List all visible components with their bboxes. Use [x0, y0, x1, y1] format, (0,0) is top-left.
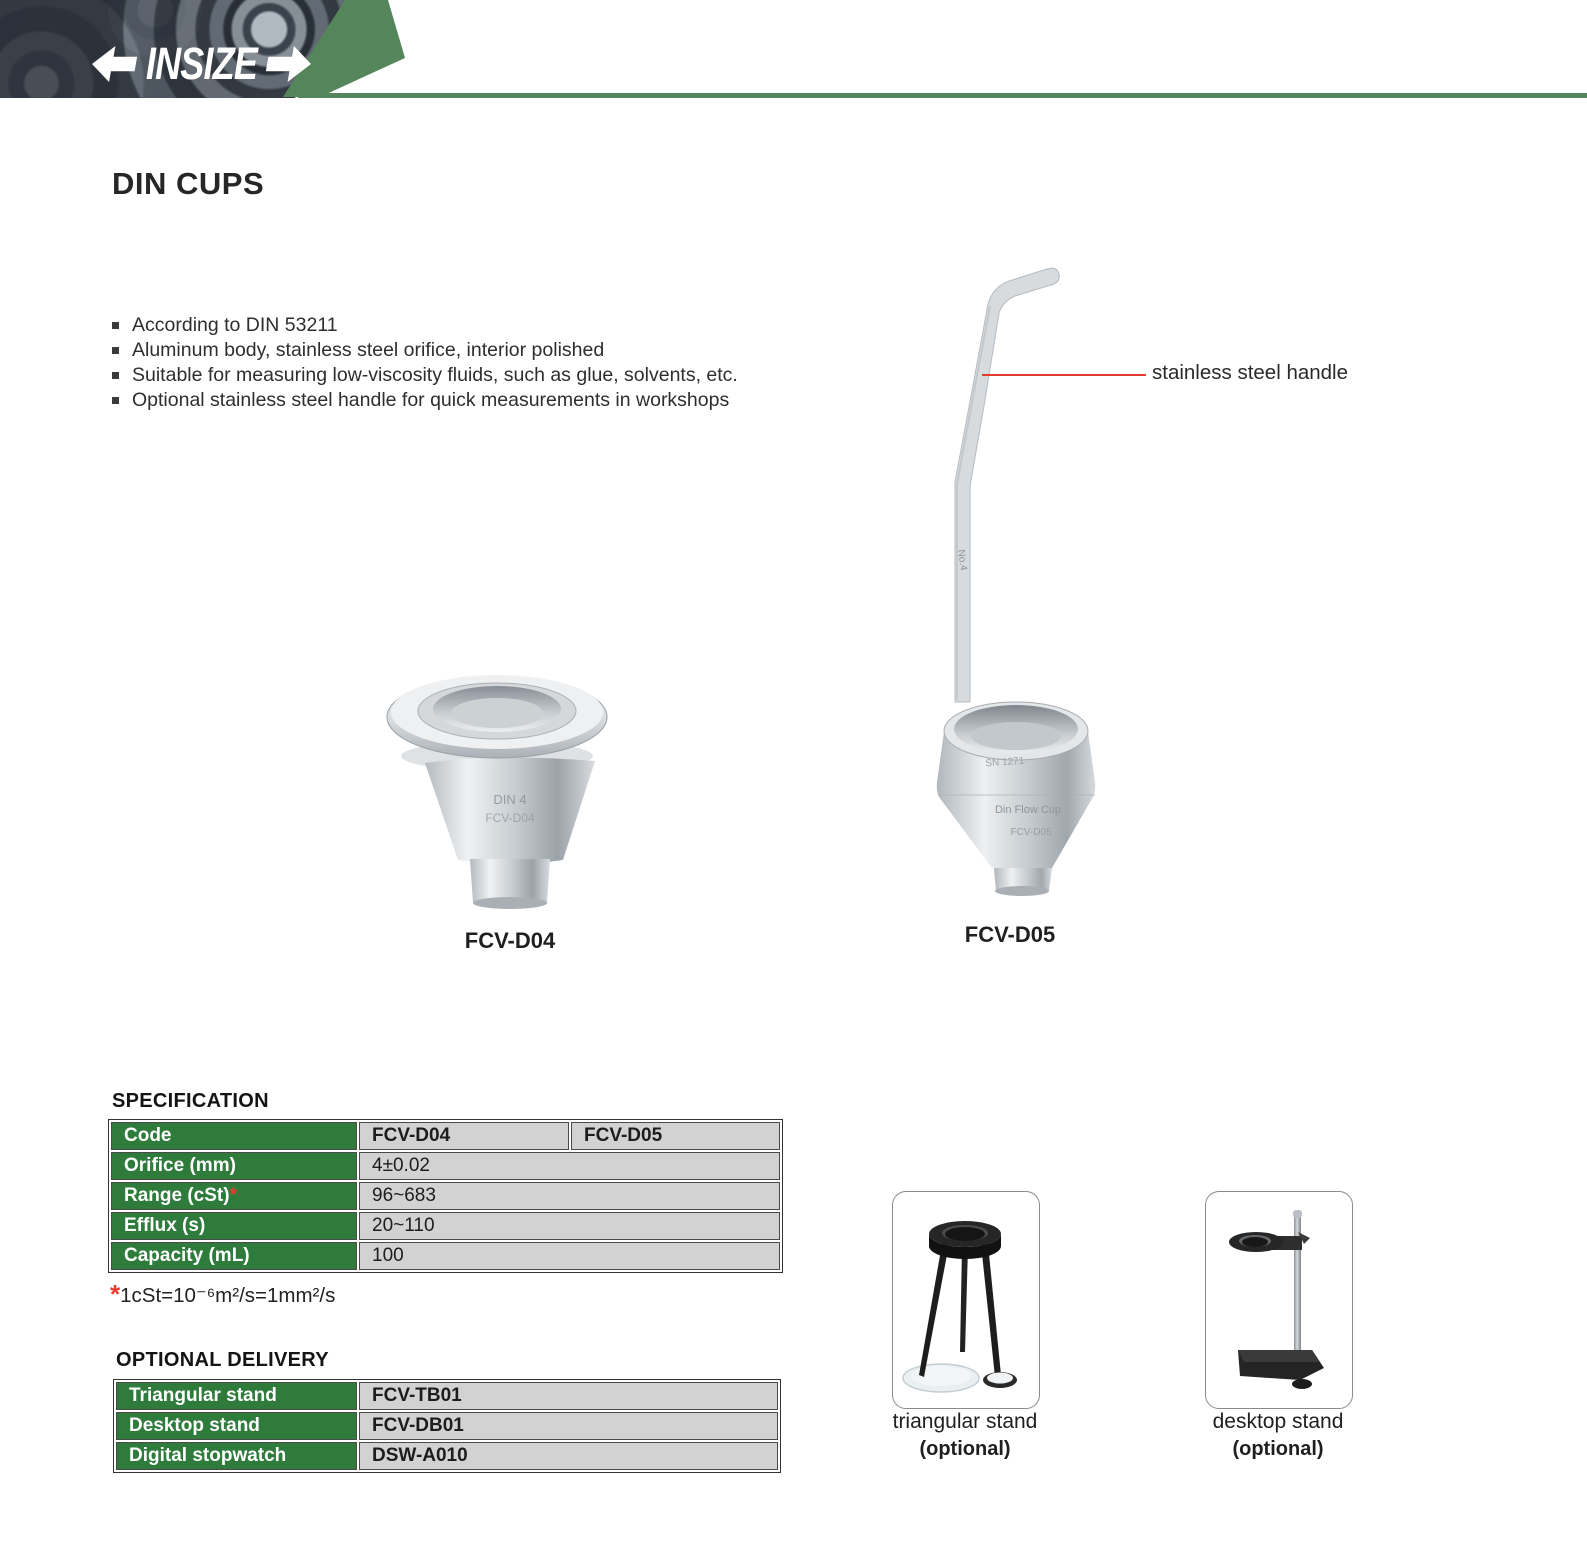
left-arrow-icon [89, 46, 139, 82]
cup-engraving: Din Flow Cup [994, 804, 1062, 816]
footnote-asterisk: * [229, 1185, 237, 1206]
od-value-triangular: FCV-TB01 [359, 1382, 778, 1410]
cup-engraving: FCV-D05 [1010, 827, 1052, 838]
brand-name: INSIZE [145, 38, 258, 89]
spec-footnote: *1cSt=10⁻⁶m²/s=1mm²/s [110, 1279, 336, 1309]
spec-value-code-d05: FCV-D05 [571, 1122, 780, 1150]
cup-engraving: FCV-D04 [485, 811, 535, 825]
green-divider-line [298, 93, 1587, 98]
specification-heading: SPECIFICATION [112, 1090, 269, 1112]
cup-engraving: SN 1271 [985, 755, 1025, 770]
feature-item: According to DIN 53211 [110, 313, 830, 338]
feature-item: Optional stainless steel handle for quick measurements in workshops [110, 388, 830, 413]
page-title: DIN CUPS [112, 166, 265, 201]
product-photo-fcv-d04 [370, 660, 650, 920]
accessory-caption: triangular stand [892, 1410, 1038, 1433]
callout-leader-line [982, 374, 1146, 376]
spec-value-orifice: 4±0.02 [359, 1152, 780, 1180]
product-photo-fcv-d05 [895, 250, 1125, 915]
od-label-desktop: Desktop stand [116, 1412, 357, 1440]
table-row [111, 1212, 780, 1240]
handle-engraving: No.4 [955, 548, 969, 572]
right-arrow-icon [264, 46, 314, 82]
accessory-note: (optional) [919, 1438, 1011, 1460]
product-code-fcv-d05: FCV-D05 [964, 922, 1056, 947]
table-row [111, 1182, 780, 1210]
triangular-stand-card [892, 1191, 1040, 1409]
spec-value-code-d04: FCV-D04 [359, 1122, 569, 1150]
accessory-note: (optional) [1232, 1438, 1324, 1460]
spec-label-efflux: Efflux (s) [111, 1212, 357, 1240]
od-value-stopwatch: DSW-A010 [359, 1442, 778, 1470]
cup-engraving: DIN 4 [493, 792, 527, 807]
spec-label-capacity: Capacity (mL) [111, 1242, 357, 1270]
spec-label-orifice: Orifice (mm) [111, 1152, 357, 1180]
table-row [116, 1382, 778, 1410]
table-row [111, 1122, 780, 1150]
table-row [116, 1412, 778, 1440]
spec-label-code: Code [111, 1122, 357, 1150]
accessory-caption: desktop stand [1212, 1410, 1344, 1433]
spec-value-capacity: 100 [359, 1242, 780, 1270]
desktop-stand-photo [1206, 1192, 1349, 1405]
od-value-desktop: FCV-DB01 [359, 1412, 778, 1440]
footnote-asterisk: * [110, 1279, 121, 1309]
product-code-fcv-d04: FCV-D04 [464, 928, 556, 953]
handle-callout-label: stainless steel handle [1152, 361, 1349, 384]
spec-label-range: Range (cSt)* [111, 1182, 357, 1210]
feature-item: Suitable for measuring low-viscosity fluids, such as glue, solvents, etc. [110, 363, 830, 388]
table-row [111, 1152, 780, 1180]
spec-value-efflux: 20~110 [359, 1212, 780, 1240]
triangular-stand-photo [893, 1192, 1036, 1405]
table-row [116, 1442, 778, 1470]
optional-delivery-heading: OPTIONAL DELIVERY [116, 1349, 329, 1371]
od-label-stopwatch: Digital stopwatch [116, 1442, 357, 1470]
specification-table [108, 1119, 783, 1273]
spec-value-range: 96~683 [359, 1182, 780, 1210]
desktop-stand-card [1205, 1191, 1353, 1409]
feature-list [110, 313, 830, 413]
optional-delivery-table [113, 1379, 781, 1473]
feature-item: Aluminum body, stainless steel orifice, interior polished [110, 338, 830, 363]
insize-logo [92, 40, 311, 88]
table-row [111, 1242, 780, 1270]
od-label-triangular: Triangular stand [116, 1382, 357, 1410]
